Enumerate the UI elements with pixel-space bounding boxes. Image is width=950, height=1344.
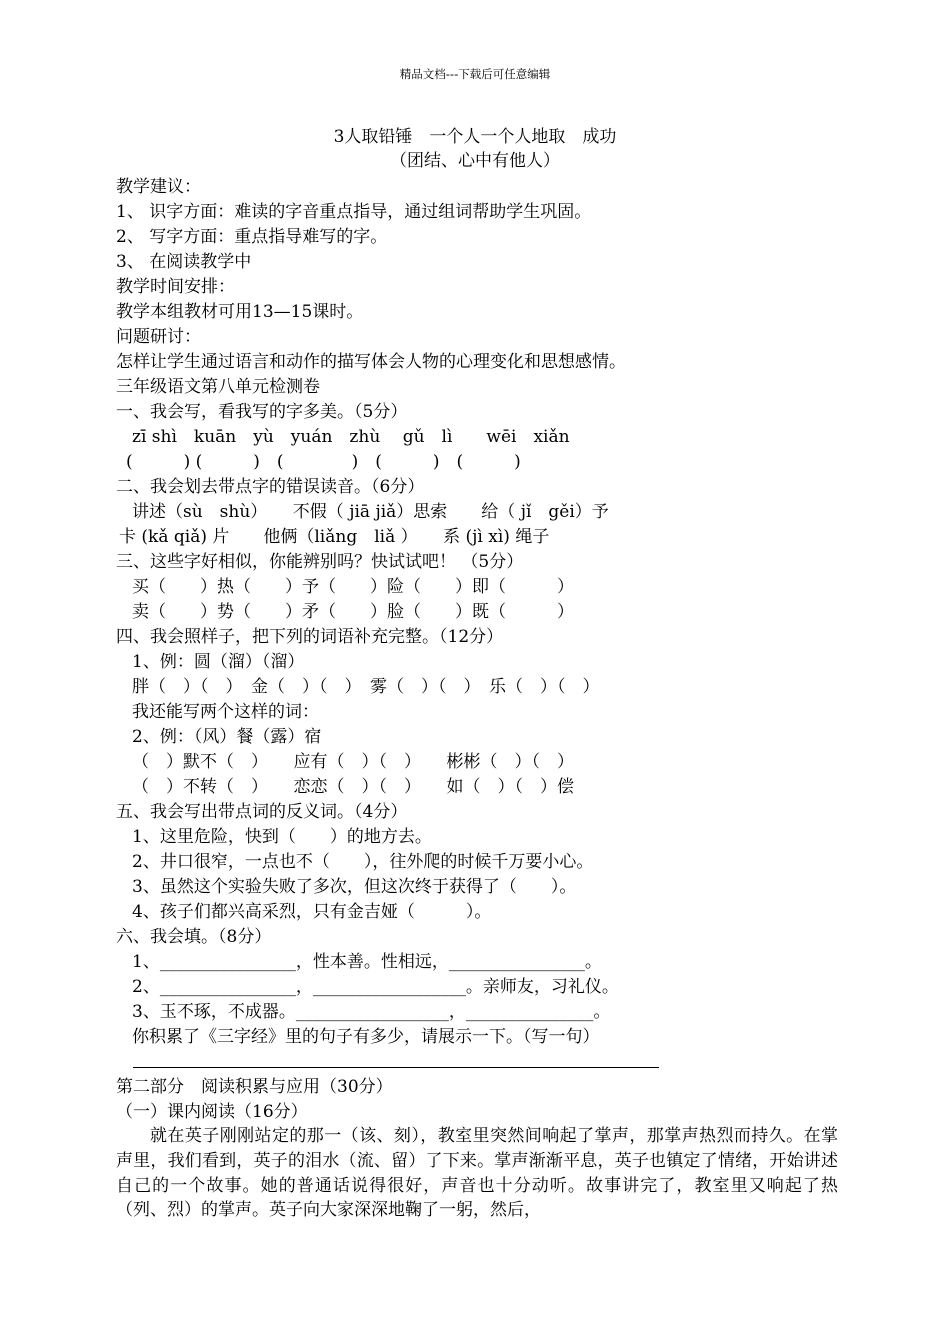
antonym-item-2: 2、井口很窄，一点也不（ ），往外爬的时候千万要小心。: [132, 852, 594, 872]
section-4-heading: 四、我会照样子，把下列的词语补充完整。（12分）: [116, 627, 504, 647]
pinyin-row: zī shì kuān yù yuán zhù gǔ lì wēi xiǎn: [132, 427, 570, 447]
antonym-item-3: 3、虽然这个实验失败了多次，但这次终于获得了（ ）。: [132, 877, 577, 897]
answer-blanks-row: ( ) ( ) ( ) ( ) ( ): [126, 452, 521, 472]
reading-heading: （一）课内阅读（16分）: [116, 1102, 308, 1122]
sanzijing-prompt: 你积累了《三字经》里的句子有多少，请展示一下。（写一句）: [132, 1027, 600, 1047]
section-1-heading: 一、我会写，看我写的字多美。（5分）: [116, 402, 408, 422]
section-5-heading: 五、我会写出带点词的反义词。（4分）: [116, 802, 408, 822]
idiom-fill-row-1: （ ）默不（ ） 应有（ ）（ ） 彬彬（ ）（ ）: [132, 752, 574, 772]
pronunciation-row-1: 讲述（sù shù） 不假（ jiā jiǎ）思索 给（ jǐ gěi）予: [132, 502, 609, 522]
section-6-heading: 六、我会填。（8分）: [116, 927, 272, 947]
example-2: 2、例：（风）餐（露）宿: [132, 727, 322, 747]
discussion-text: 怎样让学生通过语言和动作的描写体会人物的心理变化和思想感情。: [116, 352, 626, 372]
pronunciation-row-2: 卡 (kǎ qiǎ) 片 他俩（liǎng liǎ ） 系 (jì xì) 绳子: [119, 527, 550, 547]
fill-item-3: 3、玉不琢，不成器。__________________，_______________。: [132, 1002, 611, 1022]
example-1: 1、例：圆（溜）（溜）: [132, 652, 305, 672]
idiom-fill-row-2: （ ）不转（ ） 恋恋（ ）（ ） 如（ ）（ ）偿: [132, 777, 574, 797]
write-two-words: 我还能写两个这样的词：: [132, 702, 319, 722]
part-2-heading: 第二部分 阅读积累与应用（30分）: [116, 1077, 393, 1097]
schedule-text: 教学本组教材可用13—15课时。: [116, 302, 364, 322]
test-title: 三年级语文第八单元检测卷: [116, 377, 320, 397]
antonym-item-4: 4、孩子们都兴高采烈，只有金吉娅（ ）。: [132, 902, 492, 922]
section-3-heading: 三、这些字好相似，你能辨别吗？快试试吧！ （5分）: [116, 552, 524, 572]
answer-line: [133, 1067, 659, 1068]
suggestion-item-1: 1、 识字方面：难读的字音重点指导，通过组词帮助学生巩固。: [116, 202, 592, 222]
similar-chars-row-2: 卖（ ）势（ ）矛（ ）脸（ ）既（ ）: [132, 602, 574, 622]
teaching-suggestions-heading: 教学建议：: [116, 177, 201, 197]
lesson-title: 3人取铅锤 一个人一个人地取 成功: [333, 127, 617, 147]
schedule-heading: 教学时间安排：: [116, 277, 235, 297]
discussion-heading: 问题研讨：: [116, 327, 201, 347]
fill-item-2: 2、________________，__________________。亲师友，习礼仪。: [132, 977, 619, 997]
similar-chars-row-1: 买（ ）热（ ）予（ ）险（ ）即（ ）: [132, 577, 574, 597]
suggestion-item-2: 2、 写字方面：重点指导难写的字。: [116, 227, 388, 247]
fill-item-1: 1、________________，性本善。性相远，________________。: [132, 952, 602, 972]
antonym-item-1: 1、这里危险，快到（ ）的地方去。: [132, 827, 432, 847]
lesson-subtitle: （团结、心中有他人）: [390, 151, 560, 171]
section-2-heading: 二、我会划去带点字的错误读音。（6分）: [116, 477, 425, 497]
suggestion-item-3: 3、 在阅读教学中: [116, 252, 252, 272]
word-fill-row-1: 胖（ ）（ ） 金（ ）（ ） 雾（ ）（ ） 乐（ ）（ ）: [132, 677, 600, 697]
page-header: 精品文档---下载后可任意编辑: [399, 67, 551, 81]
reading-passage: 就在英子刚刚站定的那一（该、刻），教室里突然间响起了掌声，那掌声热烈而持久。在掌声里，我们看到，英子的泪水（流、留）了下来。掌声渐渐平息，英子也镇定了情绪，开始讲述自己的一个故事。她的普通话说得很好，声音也十分动听。故事讲完了，教室里又响起了热（列、烈）的掌声。英子向大家深深地鞠了一躬，然后，: [116, 1126, 838, 1221]
